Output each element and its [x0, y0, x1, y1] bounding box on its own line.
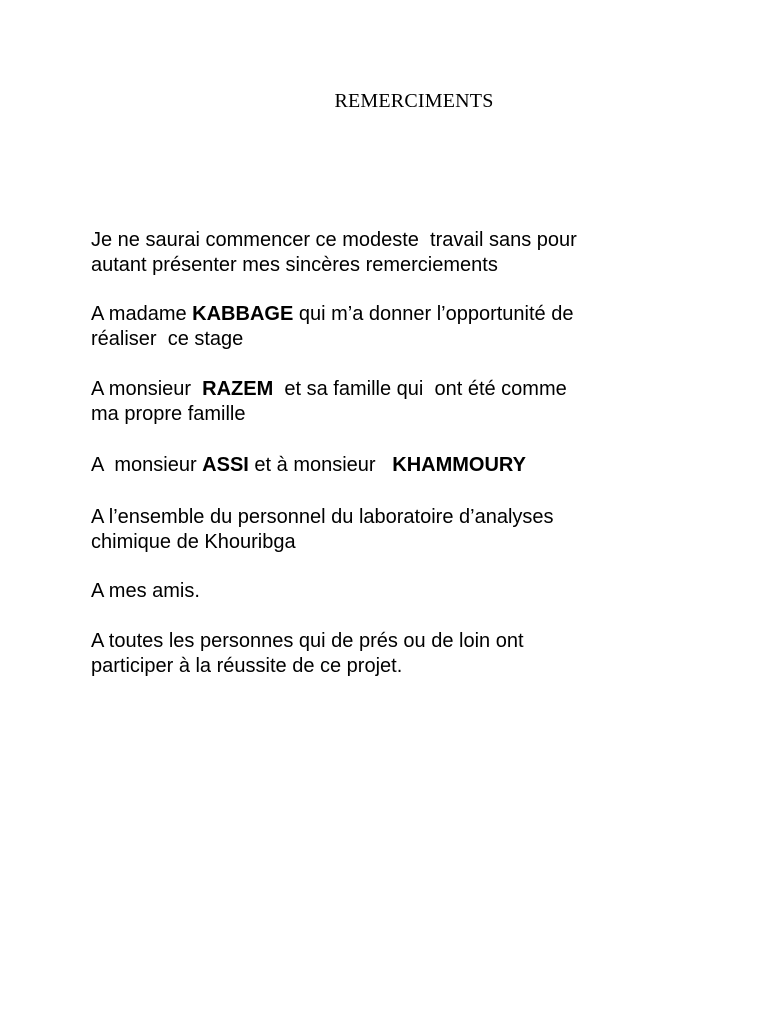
razem-suffix: et sa famille qui ont été comme: [273, 378, 567, 400]
intro-line-1: Je ne saurai commencer ce modeste travail sans pour: [91, 229, 577, 251]
assi-name: ASSI: [202, 454, 249, 476]
intro-line-2: autant présenter mes sincères remerciements: [91, 254, 498, 276]
thanks-laboratory-paragraph: [91, 505, 691, 555]
thanks-assi-khammoury-paragraph: [91, 453, 691, 478]
friends-line-1: A mes amis.: [91, 580, 200, 602]
kabbage-line-2: réaliser ce stage: [91, 328, 244, 350]
razem-line-2: ma propre famille: [91, 403, 246, 425]
khammoury-name: KHAMMOURY: [392, 454, 526, 476]
thanks-friends-paragraph: [91, 579, 691, 604]
kabbage-suffix: qui m’a donner l’opportunité de: [293, 303, 574, 325]
razem-name: RAZEM: [202, 378, 274, 400]
kabbage-prefix: A madame: [91, 303, 193, 325]
assi-prefix: A monsieur: [91, 454, 203, 476]
lab-line-2: chimique de Khouribga: [91, 531, 296, 553]
page-title: REMERCIMENTS: [334, 90, 494, 112]
kabbage-name: KABBAGE: [192, 303, 294, 325]
thanks-razem-paragraph: [91, 377, 691, 427]
razem-prefix: A monsieur: [91, 378, 203, 400]
thanks-kabbage-paragraph: [91, 302, 691, 352]
lab-line-1: A l’ensemble du personnel du laboratoire d’analyses: [91, 506, 554, 528]
all-line-2: participer à la réussite de ce projet.: [91, 655, 403, 677]
intro-paragraph: [91, 228, 691, 278]
all-line-1: A toutes les personnes qui de prés ou de loin ont: [91, 630, 524, 652]
thanks-everyone-paragraph: [91, 629, 691, 679]
assi-middle: et à monsieur: [248, 454, 393, 476]
